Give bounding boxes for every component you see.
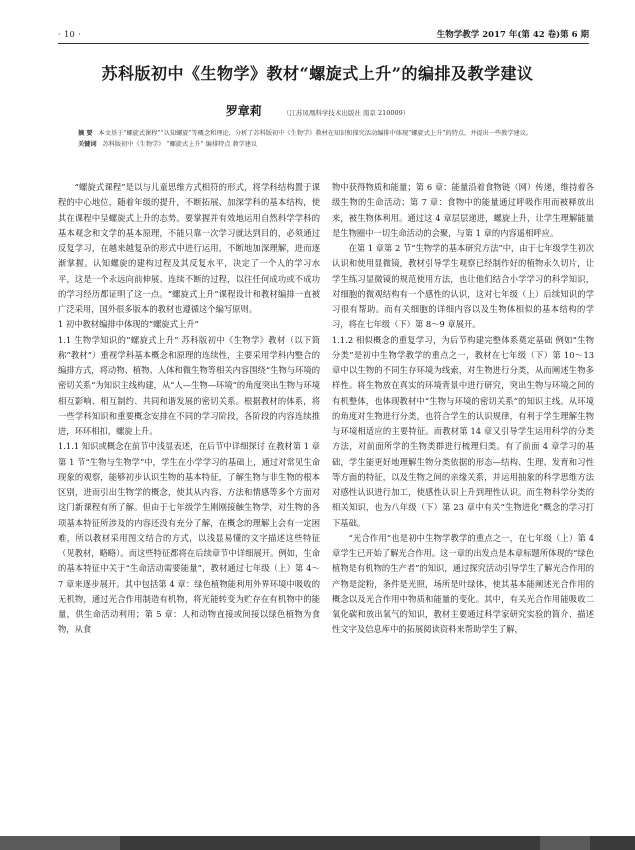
body-paragraph: 物中获得物质和能量；第 6 章：能量沿着食物链（网）传递，维持着各级生物的生命活动；第 7 章：食物中的能量通过呼吸作用而被释放出来，被生物体利用。通过这 4 章层层递进，螺旋上升，让学生理解能量是生物圈中一切生命活动的会聚，与第 1 章的内容遥相呼应。 [332,182,594,238]
header-divider [58,43,589,44]
abstract-text: 本文基于“螺旋式课程”“认知螺旋”等概念和理论，分析了苏科版初中《生物学》教材在知识和探究活动编排中体现“螺旋式上升”的特点，并提出一些教学建议。 [98,130,533,137]
article-title: 苏科版初中《生物学》教材“螺旋式上升”的编排及教学建议 [101,64,534,83]
body-paragraph: 1.1 生物学知识的“螺旋式上升” 苏科版初中《生物学》教材（以下简称“教材”）重视学科基本概念和原理的连续性，主要采用学科内整合的编排方式，将动物、植物、人体和微生物等相关内容围绕“生物与环境的密切关系”为知识主线构建，从“人—生物—环境”的角度突出生物与环境相互影响、相互制约、共同和谐发展的密切关系。根据教材的体系，将一些学科知识和重要概念安排在不同的学习阶段，各阶段的内容连续推进，环环相扣，螺旋上升。 [58,334,320,436]
body-paragraph: 1.1.1 知识或概念在前节中浅显表述，在后节中详细探讨 在教材第 1 章第 1 节“生物与生物学”中，学生在小学学习的基础上，通过对常见生命现象的观察，能够初步认识生物的基本特征，了解生物与非生物的根本区别，进而引出生物学的概念，使其从内容、方法和情感等多个方面对这门新课程有所了解。但由于七年级学生刚刚接触生物学，对生物的各项基本特征所涉及的内容还没有充分了解，在概念的理解上会有一定困难，所以教材采用图文结合的方式，以浅显易懂的文字描述这些特征（见教材，略略）。而这些特征都将在后续章节中详细展开。例如，生命的基本特征中关于“生命活动需要能量”，教材通过七年级（上）第 4～7 章来逐步展开。其中包括第 4 章：绿色植物能利用外界环境中吸收的无机物，通过光合作用制造有机物，将光能转变为贮存在有机物中的能量，供生命活动利用；第 5 章：人和动物直接或间接以绿色植物为食物，从食 [58,441,320,635]
keywords [78,139,571,150]
abstract-block [78,128,571,150]
abstract [78,128,571,139]
body-paragraph: “螺旋式课程”是以与儿童思维方式相符的形式，将学科结构置于课程的中心地位，随着年级的提升，不断拓展、加深学科的基本结构，使其在课程中呈螺旋式上升的态势。要掌握并有效地运用自然科学学科的基本观念和文学的基本原理，不能只靠一次学习就达到目的，必须通过反复学习，在越来越复杂的形式中进行运用，不断地加深理解，进而逐渐掌握。认知螺旋的建构过程及其反复水平，决定了一个人的学习水平，这是一个永远向前伸展、连续不断的过程，以往任何成功或不成功的学习经历都证明了这一点。“螺旋式上升”课程设计和教材编排一直被广泛采用，国外很多版本的教材也遵循这个编写原则。 [58,182,320,314]
bottom-bar-segment [540,836,590,850]
author-name: 罗章莉 [225,104,262,118]
author-affiliation: （江苏凤凰科学技术出版社 南京 210009） [282,109,410,117]
keywords-label: 关键词 [78,141,97,148]
abstract-label: 摘 要 [78,130,93,137]
viewer-bottom-bar [0,836,635,850]
journal-header: 生物学教学 2017 年(第 42 卷)第 6 期 [436,30,589,40]
author-line [0,100,635,119]
body-paragraph: “光合作用”也是初中生物学教学的重点之一，在七年级（上）第 4 章学生已开始了解光合作用。这一章的出发点是本章标题所体现的“绿色植物是有机物的生产者”的知识，通过探究活动引导学生了解光合作用的产物是淀粉，条件是光照，场所是叶绿体，使其基本能阐述光合作用的概念以及光合作用中物质和能量的变化。其中，有关光合作用能吸收二氧化碳和放出氧气的知识，教材主要通过科学家研究实验的简介、描述性文字及信息库中的拓展阅读资料来帮助学生了解， [332,532,594,635]
page-number: · 10 · [58,30,82,39]
section-heading: 1 初中教材编排中体现的“螺旋式上升” [58,319,199,330]
keywords-text: 苏科版初中《生物学》 “螺旋式上升” 编排特点 教学建议 [102,141,258,148]
left-column [58,180,320,820]
right-column [332,180,594,820]
body-paragraph: 1.1.2 相似概念的重复学习，为后节构建完整体系奠定基础 例如“生物分类”是初中生物学教学的重点之一，教材在七年级（下）第 10～13 章中以生物的不同生存环境为线索，对生物进行分类，从而阐述生物多样性。将生物放在真实的环境背景中进行研究，突出生物与环境之间的有机整体，也体现教材中“生物与环境的密切关系”的知识主线。从环境的角度对生物进行分类，也符合学生的认识规律，有利于学生理解生物与环境相适应的主要特征。而教材第 14 章又引导学生运用科学的分类方法，对前面所学的生物类群进行梳理归类。有了前面 4 章学习的基础，学生能更好地理解生物分类依据的形态—结构、生理、发育和习性等方面的特征，以及生物之间的亲缘关系，并运用抽象的科学思维方法对感性认识进行加工，使感性认识上升到理性认识。而生物科学分类的相关知识，也为八年级（下）第 23 章中有关“生物进化”概念的学习打下基础。 [332,334,594,528]
bottom-bar-segment [0,836,120,850]
body-paragraph: 在第 1 章第 2 节“生物学的基本研究方法”中，由于七年级学生初次认识和使用显微镜，教材引导学生观察已经制作好的植物永久切片，让学生练习显微镜的规范使用方法，也让他们结合小学学习的科学知识，对细胞的微观结构有一个感性的认识，这对七年级（上）后续知识的学习很有帮助。而有关细胞的详细内容以及生物体相似的基本结构的学习，将在七年级（下）第 8～9 章展开。 [332,243,594,330]
